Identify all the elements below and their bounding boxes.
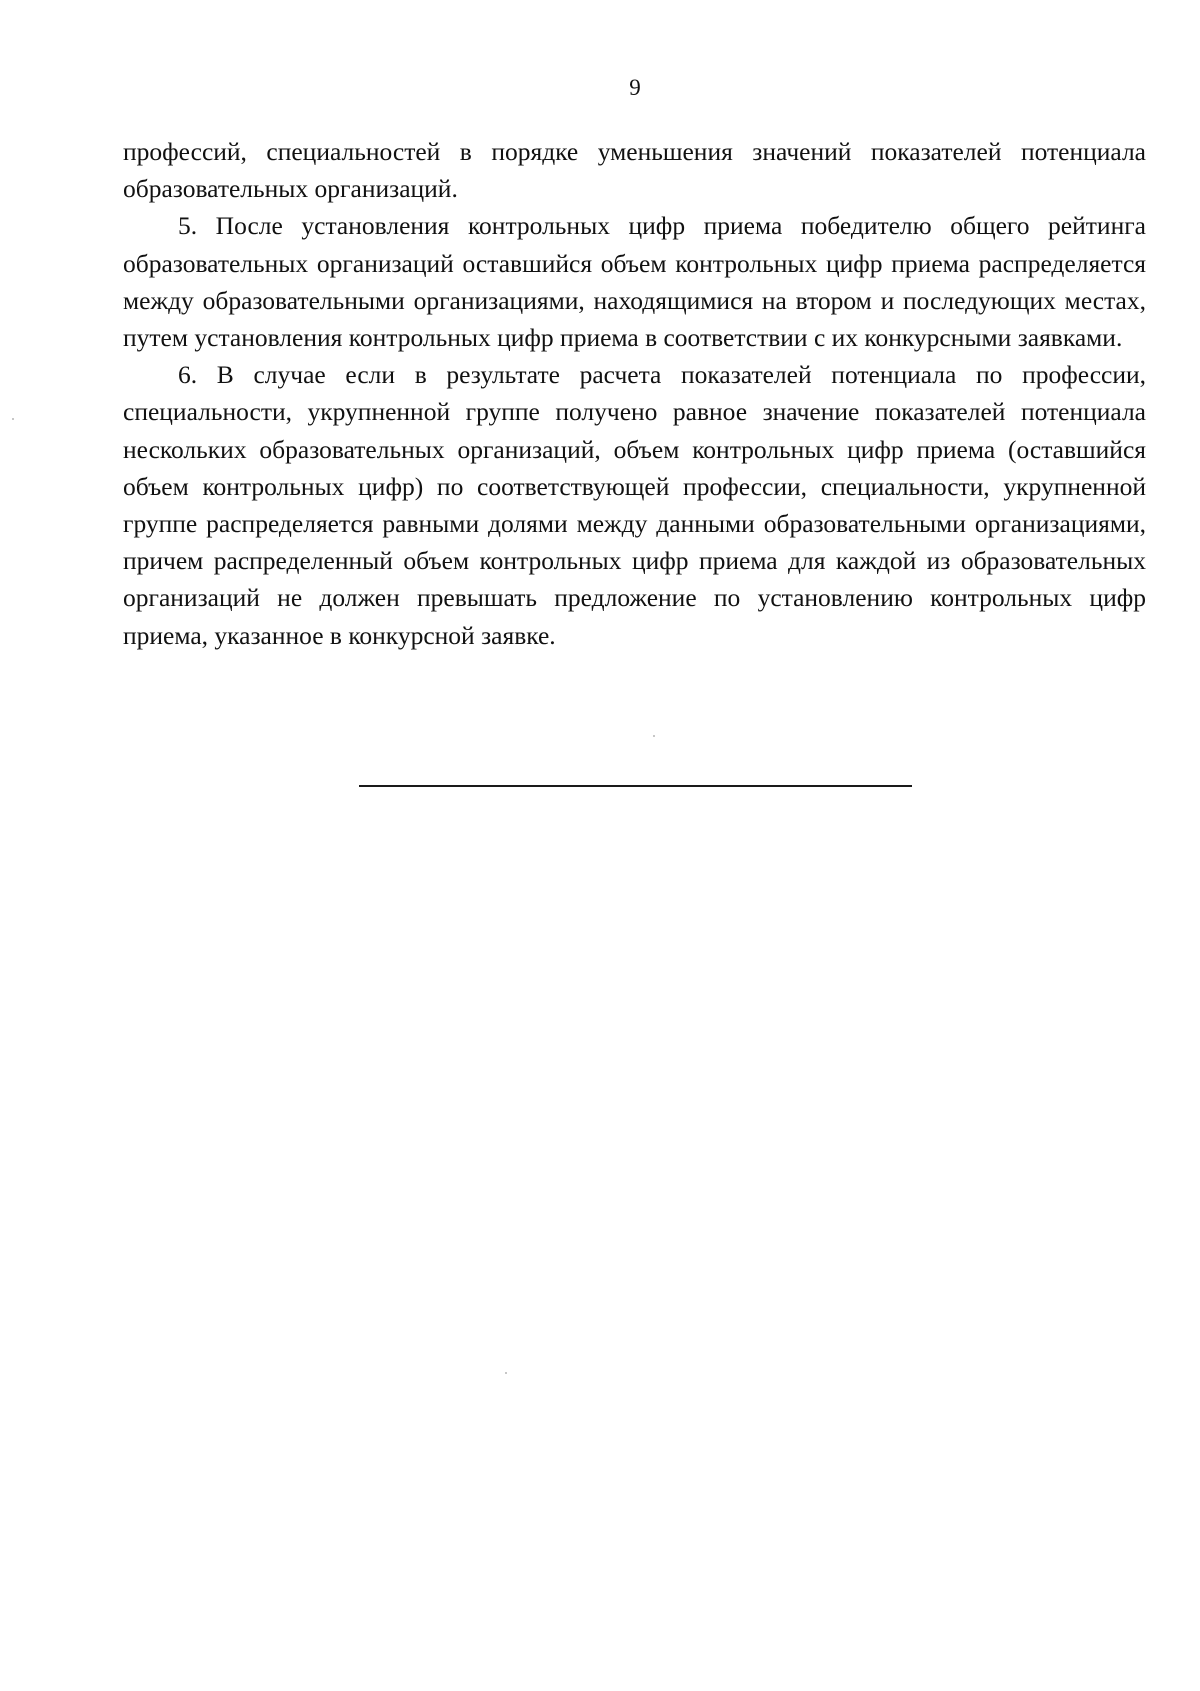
paragraph-item-6: 6. В случае если в результате расчета показателей потенциала по профессии, специальности, укрупненной группе получено равное значение показателей потенциала нескольких образовательных организаций, объем контрольных цифр приема (оставшийся объем контрольных цифр) по соответствующей профессии, специальности, укрупненной группе распределяется равными долями между данными образовательными организациями, причем распределенный объем контрольных цифр приема для каждой из образовательных организаций не должен превышать предложение по установлению контрольных цифр приема, указанное в конкурсной заявке. (123, 360, 1146, 650)
paragraph-item-5: 5. После установления контрольных цифр приема победителю общего рейтинга образовательных организаций оставшийся объем контрольных цифр приема распределяется между образовательными организациями, находящимися на втором и последующих местах, путем установления контрольных цифр приема в соответствии с их конкурсными заявками. (123, 211, 1146, 353)
scan-speck (505, 1372, 507, 1374)
scan-speck (12, 418, 14, 420)
paragraph-continuation: профессий, специальностей в порядке уменьшения значений показателей потенциала образовательных организаций. (123, 137, 1146, 204)
document-body (123, 133, 1146, 654)
page-number: 9 (629, 75, 641, 100)
scan-speck (653, 735, 655, 737)
end-of-document-rule (359, 785, 912, 787)
